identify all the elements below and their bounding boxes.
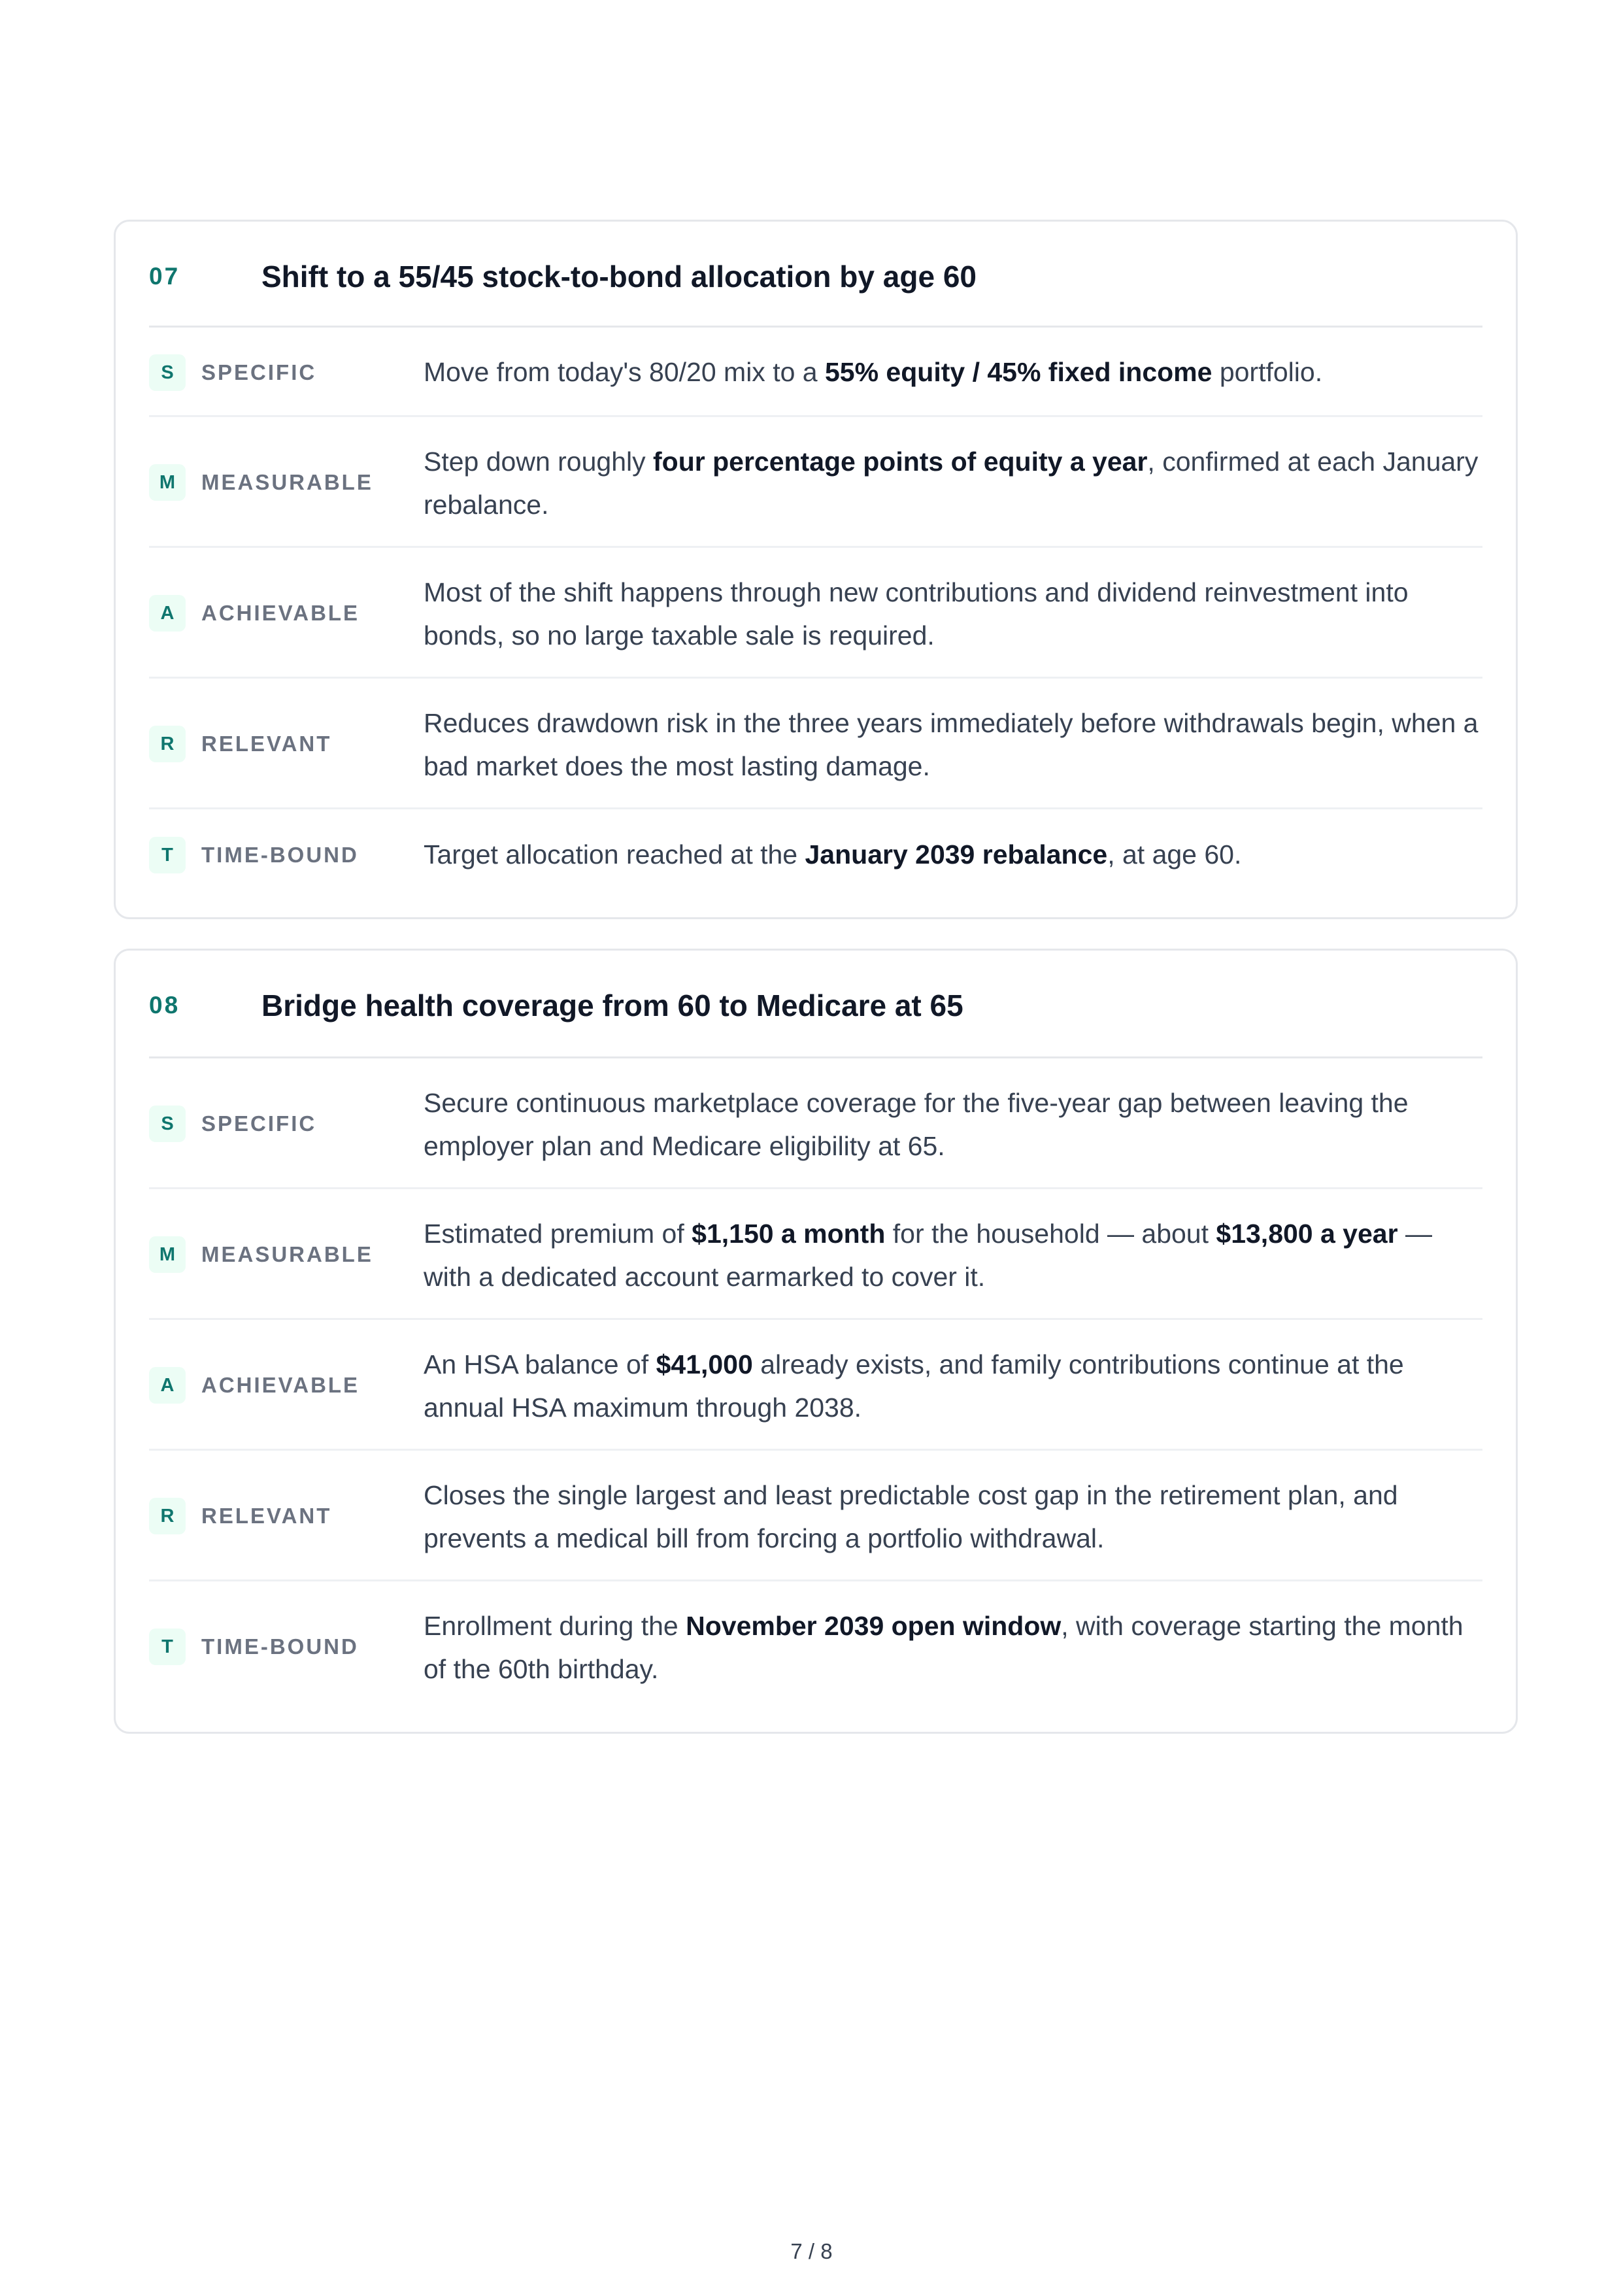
letter-badge: A [149, 1367, 186, 1404]
emphasis-text: 55% equity / 45% fixed income [824, 357, 1213, 387]
letter-badge: T [149, 837, 186, 873]
emphasis-text: November 2039 open window [686, 1611, 1062, 1641]
smart-row-achievable [149, 1320, 1482, 1451]
emphasis-text: $41,000 [656, 1349, 753, 1379]
letter-badge: S [149, 354, 186, 391]
smart-row-time-bound [149, 1581, 1482, 1732]
letter-badge: R [149, 726, 186, 762]
criterion-label: TIME-BOUND [201, 1634, 359, 1659]
criterion-text: Most of the shift happens through new contributions and dividend reinvestment into bonds, so no large taxable sale is required. [424, 577, 1409, 650]
criterion-text: Reduces drawdown risk in the three years immediately before withdrawals begin, when a bad market does the most lasting damage. [424, 708, 1479, 781]
goal-title: Shift to a 55/45 stock-to-bond allocation by age 60 [261, 260, 977, 294]
goal-number: 07 [149, 263, 180, 290]
letter-badge: M [149, 464, 186, 501]
emphasis-text: $13,800 a year [1216, 1219, 1398, 1249]
emphasis-text: $1,150 a month [692, 1219, 886, 1249]
criterion-label: RELEVANT [201, 1504, 332, 1528]
smart-row-measurable [149, 1189, 1482, 1320]
goal-title: Bridge health coverage from 60 to Medicare at 65 [261, 988, 963, 1022]
criterion-text: Target allocation reached at the January 2039 rebalance, at age 60. [424, 839, 1242, 869]
letter-badge: A [149, 595, 186, 632]
criterion-text: Secure continuous marketplace coverage for the five-year gap between leaving the employer plan and Medicare eligibility at 65. [424, 1088, 1409, 1161]
criterion-text: An HSA balance of $41,000 already exists, and family contributions continue at the annual HSA maximum through 2038. [424, 1349, 1404, 1423]
smart-row-achievable [149, 548, 1482, 679]
emphasis-text: four percentage points of equity a year [653, 447, 1148, 477]
goal-number: 08 [149, 992, 180, 1019]
criterion-label: ACHIEVABLE [201, 601, 360, 625]
criterion-label: SPECIFIC [201, 1111, 317, 1136]
criterion-text: Enrollment during the November 2039 open window, with coverage starting the month of the 60th birthday. [424, 1611, 1464, 1684]
criterion-label: MEASURABLE [201, 1242, 373, 1266]
criterion-label: RELEVANT [201, 732, 332, 756]
emphasis-text: January 2039 rebalance [805, 839, 1108, 869]
criterion-text: Closes the single largest and least predictable cost gap in the retirement plan, and prevents a medical bill from forcing a portfolio withdrawal. [424, 1480, 1398, 1553]
letter-badge: S [149, 1106, 186, 1142]
criterion-label: MEASURABLE [201, 470, 373, 494]
page-number: 7 / 8 [790, 2239, 833, 2263]
goal-card-07 [114, 220, 1518, 919]
goal-header [149, 222, 1482, 328]
criterion-label: SPECIFIC [201, 360, 317, 384]
criterion-label: TIME-BOUND [201, 843, 359, 867]
smart-row-relevant [149, 1451, 1482, 1581]
goal-header [149, 951, 1482, 1058]
criterion-text: Estimated premium of $1,150 a month for the household — about $13,800 a year — with a dedicated account earmarked to cover it. [424, 1219, 1432, 1292]
criterion-text: Move from today's 80/20 mix to a 55% equity / 45% fixed income portfolio. [424, 357, 1323, 387]
smart-row-time-bound [149, 809, 1482, 917]
smart-row-measurable [149, 417, 1482, 548]
criterion-text: Step down roughly four percentage points of equity a year, confirmed at each January rebalance. [424, 447, 1479, 520]
goal-card-08 [114, 949, 1518, 1734]
smart-row-relevant [149, 679, 1482, 809]
smart-row-specific [149, 328, 1482, 417]
letter-badge: T [149, 1629, 186, 1665]
criterion-label: ACHIEVABLE [201, 1373, 360, 1397]
letter-badge: R [149, 1498, 186, 1534]
letter-badge: M [149, 1236, 186, 1273]
smart-row-specific [149, 1058, 1482, 1189]
